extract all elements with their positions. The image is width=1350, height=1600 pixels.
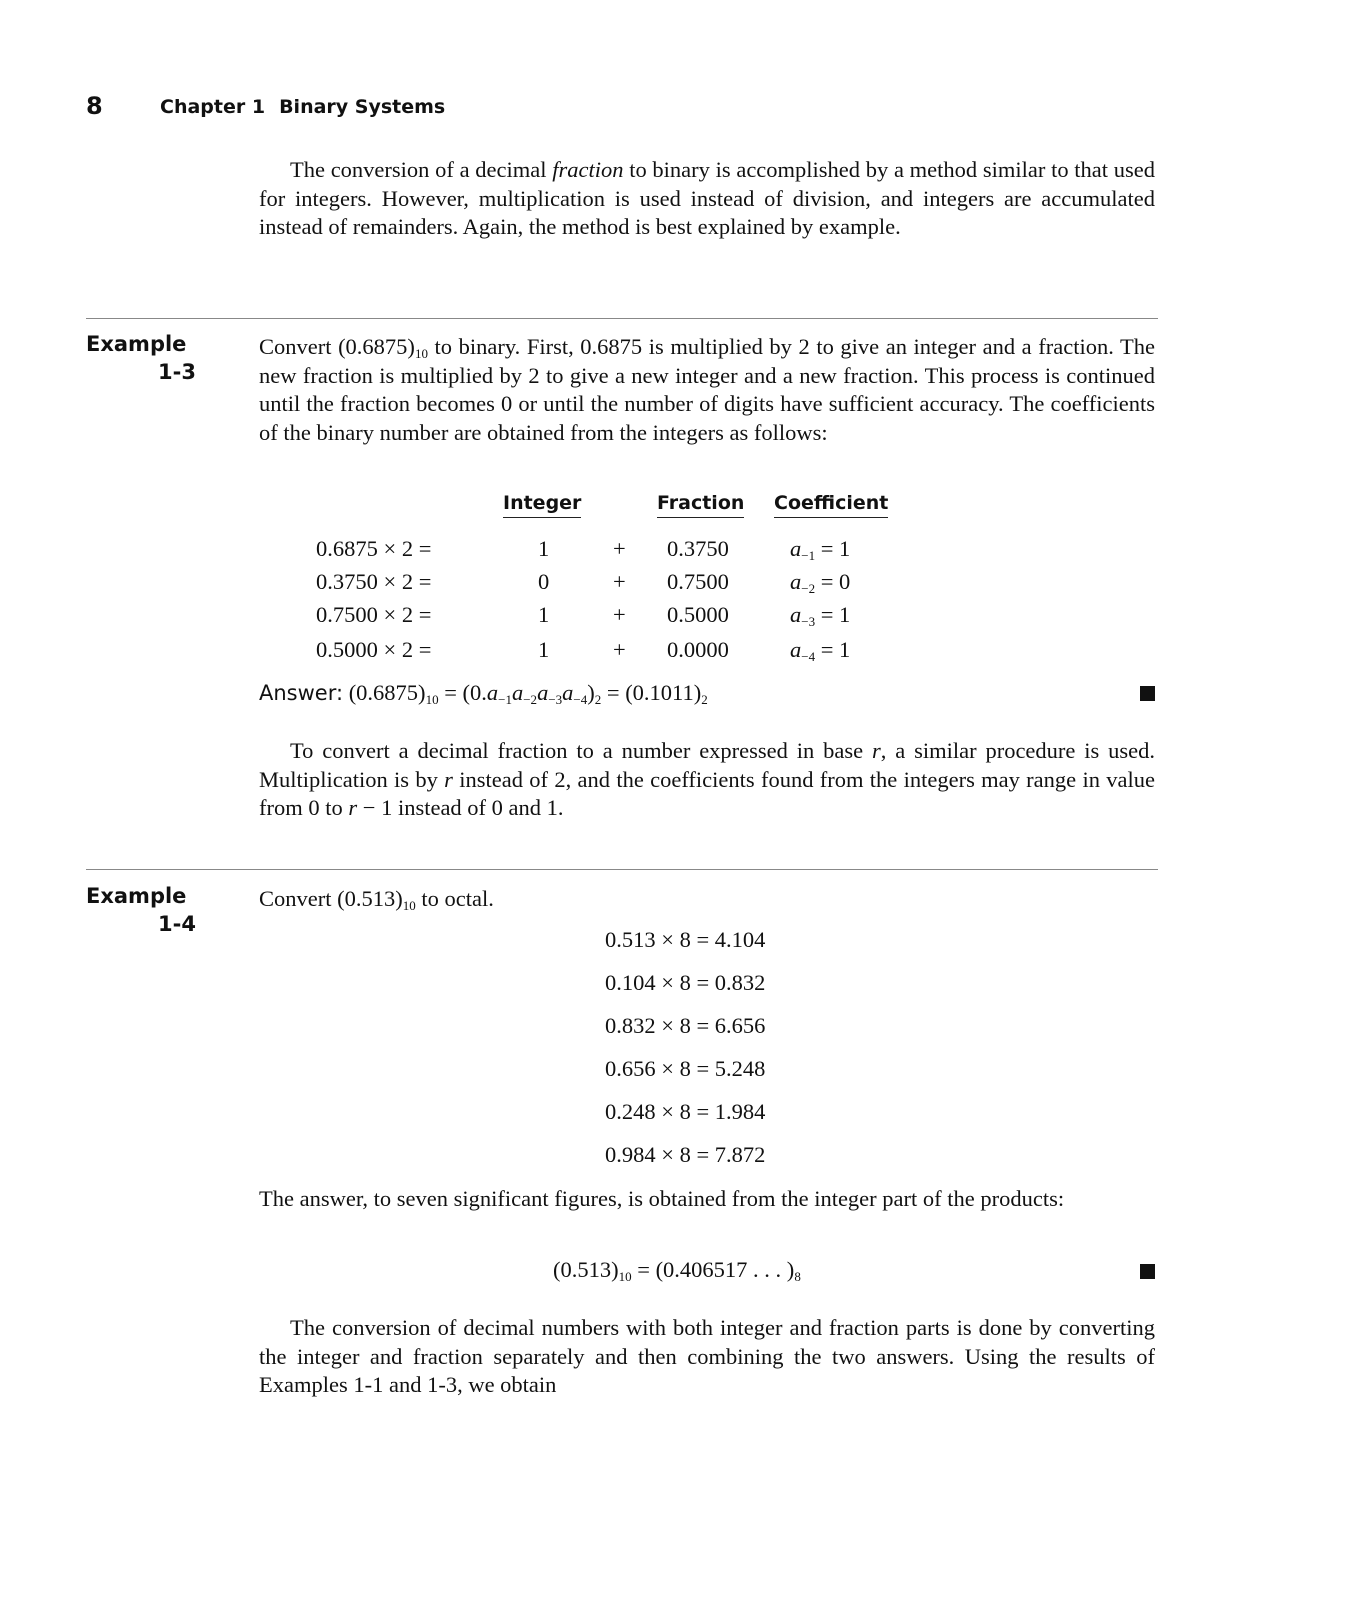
row-expression: 0.6875 × 2 = [316, 536, 432, 561]
row-coefficient: $a_{-3} = 1$ [790, 602, 851, 629]
section-divider [86, 318, 1158, 319]
intro-text-1: The conversion of a decimal [290, 157, 553, 182]
example-label [86, 330, 196, 386]
row-fraction: 0.7500 [667, 569, 729, 594]
example-number: 1-3 [158, 360, 196, 384]
octal-step: 0.248 × 8 = 1.984 [605, 1099, 766, 1124]
chapter-title: Binary Systems [279, 96, 446, 118]
answer-line: Answer: $(0.6875)_{10} = (0.a_{-1}a_{-2}a_{-3}a_{-4})_2 = (0.1011)_2$ [259, 680, 708, 707]
row-plus: + [613, 637, 626, 662]
running-header [160, 96, 445, 118]
ex13-text-a: Convert (0.6875) [259, 334, 415, 359]
closing-paragraph: The conversion of decimal numbers with both integer and fraction parts is done by converting the integer and fraction separately and then combining the two answers. Using the results of Examples 1-1 and 1-3, we obtain [259, 1315, 1155, 1398]
example-label [86, 882, 196, 938]
row-integer: 0 [538, 569, 550, 594]
column-header-fraction: Fraction [657, 492, 744, 518]
row-expression: 0.3750 × 2 = [316, 569, 432, 594]
example-1-3-text [259, 333, 1155, 448]
end-of-example-mark [1140, 1264, 1155, 1279]
row-coefficient: $a_{-1} = 1$ [790, 536, 851, 563]
row-fraction: 0.5000 [667, 602, 729, 627]
intro-text-2: to binary is accomplished by a method similar to that used for integers. However, multiplication is used instead of division, and integers are accumulated instead of remainders. Again, the method is best explained by example. [259, 157, 1155, 240]
example-word: Example [86, 332, 187, 356]
answer-rhs: = (0.1011) [606, 680, 702, 705]
ex13-text-b: to binary. First, 0.6875 is multiplied by 2 to give an integer and a fraction. The new fraction is multiplied by 2 to give a new integer and a new fraction. This process is continued until the fraction becomes 0 or until the number of digits have sufficient accuracy. The coefficients of the binary number are obtained from the integers as follows: [259, 334, 1155, 446]
end-of-example-mark [1140, 686, 1155, 701]
octal-result: $(0.513)_{10} = (0.406517$ . . . )$_8$ [553, 1257, 801, 1284]
page-number: 8 [86, 92, 103, 120]
row-plus: + [613, 536, 626, 561]
ex13-sub: 10 [414, 346, 428, 361]
column-header-integer: Integer [503, 492, 581, 518]
column-header-coefficient: Coefficient [774, 492, 888, 518]
intro-paragraph [259, 156, 1155, 242]
answer-expansion: = $(0.a_{-1}a_{-2}a_{-3}a_{-4})_2$ [444, 680, 602, 707]
section-divider [86, 869, 1158, 870]
row-expression: 0.5000 × 2 = [316, 637, 432, 662]
row-fraction: 0.0000 [667, 637, 729, 662]
row-plus: + [613, 569, 626, 594]
example-word: Example [86, 884, 187, 908]
row-coefficient: $a_{-4} = 1$ [790, 637, 851, 664]
row-integer: 1 [538, 602, 550, 627]
answer-label: Answer: [259, 681, 344, 705]
intro-emphasis: fraction [552, 157, 624, 182]
row-fraction: 0.3750 [667, 536, 729, 561]
row-integer: 1 [538, 536, 550, 561]
row-expression: 0.7500 × 2 = [316, 602, 432, 627]
answer-lhs: (0.6875) [348, 680, 426, 705]
octal-step: 0.656 × 8 = 5.248 [605, 1056, 766, 1081]
octal-step: 0.513 × 8 = 4.104 [605, 927, 766, 952]
octal-step: 0.984 × 8 = 7.872 [605, 1142, 766, 1167]
example-1-4-conclusion: The answer, to seven significant figures, is obtained from the integer part of the products: [259, 1186, 1065, 1211]
chapter-label: Chapter 1 [160, 96, 266, 118]
row-coefficient: $a_{-2} = 0$ [790, 569, 851, 596]
example-number: 1-4 [158, 912, 196, 936]
row-plus: + [613, 602, 626, 627]
octal-step: 0.104 × 8 = 0.832 [605, 970, 766, 995]
row-integer: 1 [538, 637, 550, 662]
example-1-4-text: Convert $(0.513)_{10}$ to octal. [259, 886, 494, 913]
octal-step: 0.832 × 8 = 6.656 [605, 1013, 766, 1038]
base-r-paragraph: To convert a decimal fraction to a number expressed in base r, a similar procedure is used. Multiplication is by r instead of 2, and the coefficients found from the integers may range in value from 0 to r − 1 instead of 0 and 1. [259, 738, 1155, 821]
